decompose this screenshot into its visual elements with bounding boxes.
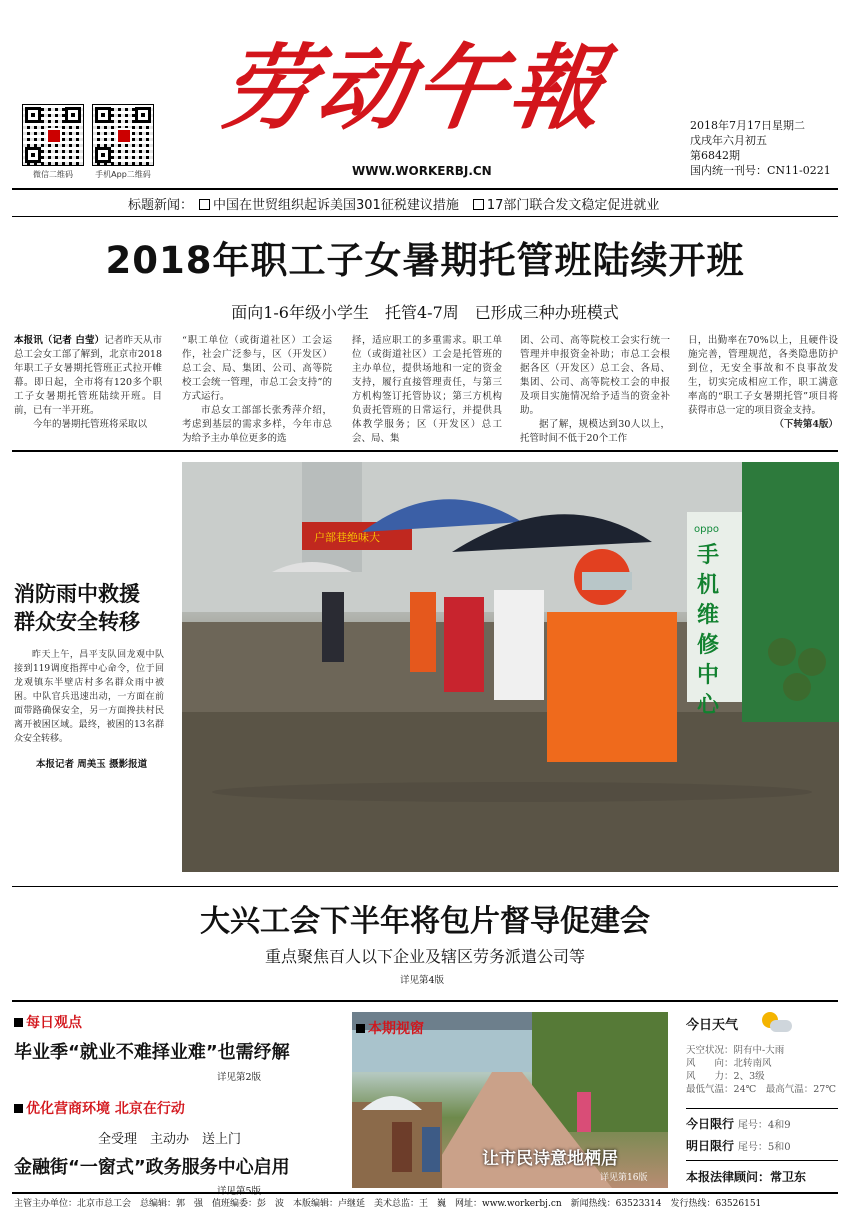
lead-column-1: 本报讯（记者 白莹）记者昨天从市总工会女工部了解到，北京市2018年职工子女暑期托管班正式拉开帷幕。即日起，全市将有120多个职工子女暑期托管班陆续开班。目前，已有一半开班。 今年的暑期托管班将采取以	[14, 335, 162, 430]
headline-bar-label: 标题新闻：	[128, 198, 194, 213]
business-block	[14, 1098, 344, 1197]
checkbox-icon	[473, 199, 484, 210]
svg-text:手: 手	[697, 543, 720, 568]
weather-row: 风 向：北转南风	[686, 1058, 772, 1069]
headline-bar	[128, 194, 659, 213]
photo-feature-ref: 详见第16版	[600, 1173, 648, 1183]
svg-text:中: 中	[697, 663, 720, 688]
photo-feature-caption: 让市民诗意地栖居	[482, 1149, 618, 1169]
photo-feature-image[interactable]	[352, 1012, 668, 1188]
business-kicker: 全受理 主动办 送上门	[98, 1132, 242, 1147]
flood-scene-illustration	[182, 462, 839, 872]
opinion-tag: 每日观点	[26, 1015, 82, 1031]
photo-feature-tag: 本期视窗	[368, 1021, 424, 1037]
shop-sign-text: 户部巷绝味大	[314, 531, 380, 544]
rescue-body: 昨天上午，昌平支队回龙观中队接到119调度指挥中心命令，位于回龙观镇东半壁店村多名群众雨中被困。中队官兵迅速出动，一方面在前面带路确保安全，另一方面搀扶村民离开被困区域。最终，被困的13名群众安全转移。	[14, 650, 164, 744]
headline-item[interactable]: 中国在世贸组织起诉美国301征税建议措施	[213, 198, 459, 213]
lead-column-3: 择，适应职工的多重需求。职工单位（或街道社区）工会是托管班的主办单位，提供场地和一定的资金支持，履行直接管理责任，与第三方机构签订托管协议；第三方机构负责托管班的日常运行，并提供具体教学服务；区（开发区）总工会、局、集	[352, 335, 502, 444]
qr-caption: 手机App二维码	[95, 170, 151, 179]
daxing-subtitle: 重点聚焦百人以下企业及辖区劳务派遣公司等	[264, 947, 585, 966]
svg-text:维: 维	[697, 603, 720, 628]
opinion-block	[14, 1012, 344, 1083]
weather-title: 今日天气	[686, 1017, 739, 1033]
business-title[interactable]: 金融街“一窗式”政务服务中心启用	[14, 1157, 290, 1178]
date: 2018年7月17日星期二	[690, 119, 805, 132]
lead-title[interactable]: 2018年职工子女暑期托管班陆续开班	[105, 239, 745, 282]
business-tag: 优化营商环境 北京在行动	[26, 1101, 185, 1117]
issue-number: 第6842期	[690, 149, 740, 162]
flood-rescue-photo	[182, 462, 839, 872]
rescue-credit: 本报记者 周美玉 摄影报道	[36, 759, 148, 770]
lead-byline: 本报讯（记者 白莹）	[14, 335, 105, 346]
qr-code-icon	[22, 104, 84, 166]
sun-cloud-icon	[760, 1012, 792, 1034]
checkbox-icon	[199, 199, 210, 210]
qr-app[interactable]	[92, 104, 154, 180]
weather-row: 最低气温：24℃ 最高气温：27℃	[686, 1084, 836, 1095]
legal-advisor: 本报法律顾问：常卫东	[686, 1170, 807, 1184]
opinion-ref[interactable]: 详见第2版	[216, 1072, 262, 1083]
traffic-block	[686, 1114, 838, 1158]
masthead-title: 劳动午報	[214, 34, 614, 142]
today-restriction-label: 今日限行	[686, 1117, 735, 1131]
lunar-date: 戊戌年六月初五	[690, 134, 767, 147]
qr-caption: 微信二维码	[33, 170, 73, 179]
headline-item[interactable]: 17部门联合发文稳定促进就业	[486, 198, 660, 213]
svg-text:机: 机	[697, 573, 720, 598]
lead-column-5: 日，出勤率在70%以上，且硬件设施完善，管理规范，各类隐患防护到位，无安全事故和不良事故发生，切实完成相应工作，职工满意率高的“职工子女暑期托管”项目将获得市总一定的项目资金支持。 （下转第4版）	[688, 335, 838, 430]
tomorrow-restriction-label: 明日限行	[686, 1139, 735, 1153]
rescue-title[interactable]: 消防雨中救援 群众安全转移	[14, 582, 140, 634]
svg-text:心: 心	[697, 693, 720, 718]
lead-column-4: 团、公司、高等院校工会实行统一管理并申报资金补助；市总工会根据各区（开发区）总工会、各局、集团、公司、高等院校工会的申报及项目实施情况给予适当的资金补助。 据了解，规模达到30人以上，托管时间不低于20个工作	[520, 335, 670, 444]
masthead-url[interactable]: WWW.WORKERBJ.CN	[352, 164, 492, 178]
lead-column-2: “职工单位（或街道社区）工会运作，社会广泛参与，区（开发区）总工会、局、集团、公司、高等院校工会统一管理，市总工会支持”的方式运行。 市总女工部部长张秀萍介绍，考虑到基层的需求多样，今年市总为给予主办单位更多的选	[182, 335, 332, 444]
qr-weixin[interactable]	[22, 104, 84, 180]
square-bullet-icon	[14, 1018, 23, 1027]
brand-sign-text: oppo	[694, 524, 719, 535]
square-bullet-icon	[14, 1104, 23, 1113]
weather-block	[686, 1012, 838, 1096]
today-restriction-value: 尾号：4和9	[737, 1120, 791, 1131]
dateline	[690, 118, 831, 178]
qr-code-icon	[92, 104, 154, 166]
tomorrow-restriction-value: 尾号：5和0	[737, 1142, 791, 1153]
issn: 国内统一刊号：CN11-0221	[690, 164, 831, 177]
opinion-title[interactable]: 毕业季“就业不难择业难”也需纾解	[14, 1042, 290, 1063]
weather-row: 天空状况：阴有中-大雨	[686, 1045, 785, 1056]
footer-imprint: 主管主办单位：北京市总工会 总编辑：郭 强 值班编委：彭 波 本版编辑：卢继延 美术总监：王 巍 网址：www.workerbj.cn 新闻热线：63523314 发行热线：63526151	[14, 1199, 762, 1209]
daxing-title[interactable]: 大兴工会下半年将包片督导促建会	[200, 904, 650, 939]
svg-text:修: 修	[697, 633, 720, 658]
weather-row: 风 力：2、3级	[686, 1071, 765, 1082]
lead-subtitle: 面向1-6年级小学生 托管4-7周 已形成三种办班模式	[231, 303, 619, 322]
square-bullet-icon	[356, 1024, 365, 1033]
continued-note[interactable]: （下转第4版）	[774, 419, 838, 430]
daxing-ref[interactable]: 详见第4版	[400, 975, 445, 986]
business-ref[interactable]	[14, 1183, 344, 1197]
